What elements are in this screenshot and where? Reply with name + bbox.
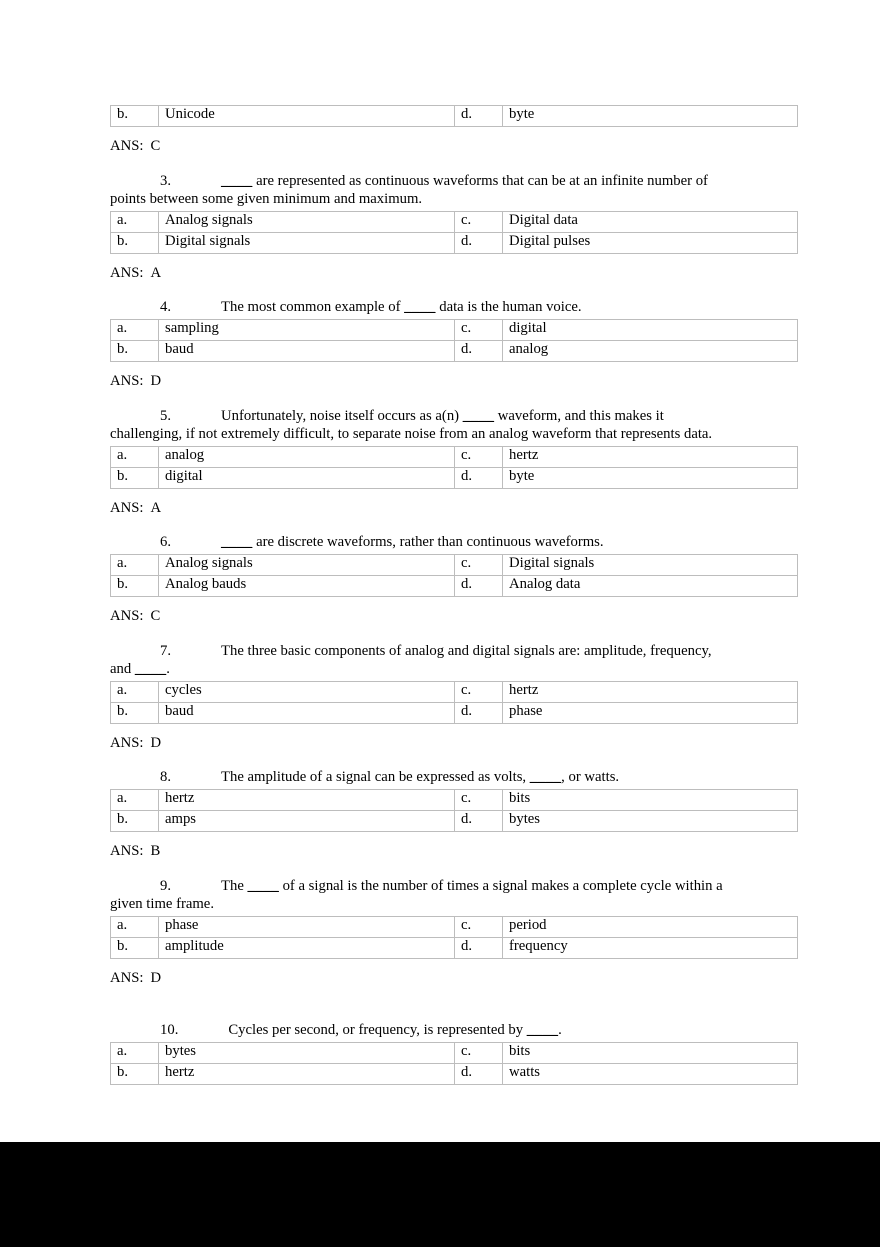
table-body (111, 106, 798, 127)
options-table (110, 554, 798, 597)
option-value: Digital data (503, 211, 798, 232)
question-block (110, 407, 771, 518)
option-value: bits (503, 789, 798, 810)
answer-line (110, 254, 771, 283)
question-text-post: are represented as continuous waveforms that can be at an infinite number of (252, 172, 708, 189)
option-value: Analog signals (159, 554, 455, 575)
table-row (111, 1063, 798, 1084)
question-text-line2: and ____. (110, 661, 170, 678)
answer-label: ANS: (110, 372, 144, 389)
option-value: period (503, 916, 798, 937)
option-key: a. (111, 916, 159, 937)
table-body (111, 1042, 798, 1084)
option-key: a. (111, 319, 159, 340)
option-key: b. (111, 467, 159, 488)
option-value: Analog bauds (159, 575, 455, 596)
table-row (111, 1042, 798, 1063)
question-text-pre: The most common example of (221, 299, 405, 316)
question-block (110, 172, 771, 283)
option-key: c. (455, 446, 503, 467)
question-number: 9. (160, 877, 172, 894)
question-text-pre: Cycles per second, or frequency, is represented by (228, 1022, 527, 1039)
option-key-b: b. (111, 106, 159, 127)
question-blank: ____ (134, 661, 167, 678)
option-key: c. (455, 319, 503, 340)
table-row (111, 681, 798, 702)
option-value: hertz (159, 789, 455, 810)
question-spacer (110, 861, 771, 877)
options-table-continued (110, 105, 798, 127)
option-key: a. (111, 211, 159, 232)
question-number: 4. (160, 299, 172, 316)
option-key: b. (111, 575, 159, 596)
question-text-post: . (558, 1022, 562, 1039)
option-key: c. (455, 554, 503, 575)
option-key: b. (111, 340, 159, 361)
question-number: 3. (160, 172, 172, 189)
question-text-pre: Unfortunately, noise itself occurs as a(n) (221, 407, 463, 424)
option-key: a. (111, 681, 159, 702)
option-value: analog (159, 446, 455, 467)
question-blank: ____ (404, 299, 436, 316)
question-spacer (110, 626, 771, 642)
options-table (110, 446, 798, 489)
question-text-line2: given time frame. (110, 896, 214, 913)
option-key: d. (455, 937, 503, 958)
option-value: hertz (503, 446, 798, 467)
question-spacer (110, 391, 771, 407)
option-key: d. (455, 702, 503, 723)
answer-label: ANS: (110, 607, 144, 624)
table-row (111, 319, 798, 340)
question-text-post: of a signal is the number of times a signal makes a complete cycle within a (278, 877, 723, 894)
answer-value: A (150, 499, 162, 516)
option-value: hertz (503, 681, 798, 702)
options-table (110, 1042, 798, 1085)
question-prompt (110, 642, 771, 679)
question-text-post: waveform, and this makes it (494, 407, 664, 424)
option-key: d. (455, 575, 503, 596)
table-row (111, 446, 798, 467)
option-key: b. (111, 810, 159, 831)
question-number: 5. (160, 407, 172, 424)
option-value-d: byte (503, 106, 798, 127)
options-table (110, 319, 798, 362)
table-row (111, 702, 798, 723)
option-key: b. (111, 1063, 159, 1084)
question-prompt (110, 533, 771, 552)
option-key: c. (455, 211, 503, 232)
table-row (111, 467, 798, 488)
question-text-line2: challenging, if not extremely difficult, to separate noise from an analog waveform that represents data. (110, 426, 713, 443)
option-key: b. (111, 937, 159, 958)
answer-value: B (150, 842, 161, 859)
question-prompt (110, 768, 771, 787)
question-spacer (110, 156, 771, 172)
option-key: c. (455, 789, 503, 810)
question-block (110, 768, 771, 860)
question-prompt (110, 1021, 771, 1040)
question-blank: ____ (529, 769, 562, 786)
table-row (111, 810, 798, 831)
option-value: phase (159, 916, 455, 937)
option-key: d. (455, 810, 503, 831)
question-text-pre: The three basic components of analog and digital signals are: amplitude, frequency, (221, 642, 712, 659)
question-spacer (110, 752, 771, 768)
option-value: analog (503, 340, 798, 361)
question-prompt (110, 407, 771, 444)
option-key: b. (111, 232, 159, 253)
option-value-b: Unicode (159, 106, 455, 127)
answer-line (110, 832, 771, 861)
answer-label: ANS: (110, 264, 144, 281)
answer-line (110, 489, 771, 518)
answer-value: D (150, 372, 162, 389)
question-text-post: , or watts. (561, 769, 620, 786)
option-key: d. (455, 1063, 503, 1084)
option-key: c. (455, 681, 503, 702)
options-table (110, 681, 798, 724)
options-table (110, 916, 798, 959)
option-value: Digital signals (159, 232, 455, 253)
table-row (111, 554, 798, 575)
option-key: c. (455, 1042, 503, 1063)
answer-value: A (150, 264, 162, 281)
option-value: Digital signals (503, 554, 798, 575)
table-row (111, 937, 798, 958)
question-blank: ____ (221, 534, 253, 551)
option-value: baud (159, 340, 455, 361)
answer-value: C (150, 138, 161, 154)
question-number: 6. (160, 534, 172, 551)
option-key: a. (111, 554, 159, 575)
table-row (111, 575, 798, 596)
question-number: 8. (160, 769, 172, 786)
option-key: a. (111, 789, 159, 810)
option-value: Analog signals (159, 211, 455, 232)
question-block (110, 642, 771, 753)
question-text-pre: The amplitude of a signal can be expressed as volts, (221, 769, 530, 786)
option-value: digital (159, 467, 455, 488)
question-spacer (110, 517, 771, 533)
question-block (110, 298, 771, 390)
answer-label: ANS: (110, 842, 144, 859)
question-prompt (110, 172, 771, 209)
table-body (111, 681, 798, 723)
option-key: a. (111, 446, 159, 467)
table-body (111, 211, 798, 253)
question-number: 7. (160, 642, 172, 659)
answer-line (110, 127, 771, 156)
answer-line (110, 959, 771, 988)
answer-line (110, 597, 771, 626)
option-value: sampling (159, 319, 455, 340)
option-key: d. (455, 232, 503, 253)
option-key: b. (111, 702, 159, 723)
question-blank: ____ (526, 1022, 559, 1039)
question-text-post: data is the human voice. (435, 299, 582, 316)
option-value: watts (503, 1063, 798, 1084)
question-text-pre: The (221, 877, 248, 894)
option-key-d: d. (455, 106, 503, 127)
table-body (111, 319, 798, 361)
option-value: bits (503, 1042, 798, 1063)
option-value: phase (503, 702, 798, 723)
answer-line (110, 724, 771, 753)
table-row (111, 211, 798, 232)
question-prompt (110, 298, 771, 317)
question-text-line2: points between some given minimum and maximum. (110, 191, 423, 208)
option-value: baud (159, 702, 455, 723)
options-table (110, 211, 798, 254)
answer-value: D (150, 734, 162, 751)
question-spacer (110, 987, 771, 1021)
question-list (110, 156, 771, 1085)
option-value: amps (159, 810, 455, 831)
answer-label: ANS: (110, 138, 144, 154)
option-value: Analog data (503, 575, 798, 596)
document-body (110, 103, 771, 1085)
question-block (110, 533, 771, 625)
question-block (110, 877, 771, 988)
question-blank: ____ (221, 172, 253, 189)
table-row (111, 789, 798, 810)
options-table (110, 789, 798, 832)
question-spacer (110, 282, 771, 298)
page-bottom-band (0, 1142, 880, 1247)
option-key: d. (455, 467, 503, 488)
option-key: c. (455, 916, 503, 937)
answer-line (110, 362, 771, 391)
answer-label: ANS: (110, 499, 144, 516)
option-key: a. (111, 1042, 159, 1063)
question-prompt (110, 877, 771, 914)
answer-value: C (150, 607, 161, 624)
option-value: bytes (159, 1042, 455, 1063)
option-value: hertz (159, 1063, 455, 1084)
option-value: bytes (503, 810, 798, 831)
option-value: Digital pulses (503, 232, 798, 253)
question-block (110, 1021, 771, 1085)
table-body (111, 916, 798, 958)
table-row (111, 232, 798, 253)
table-body (111, 789, 798, 831)
question-blank: ____ (247, 877, 279, 894)
table-row (111, 340, 798, 361)
table-body (111, 554, 798, 596)
answer-label: ANS: (110, 734, 144, 751)
question-text-post: are discrete waveforms, rather than continuous waveforms. (252, 534, 604, 551)
option-value: byte (503, 467, 798, 488)
table-row (111, 916, 798, 937)
question-number: 10. (160, 1022, 179, 1039)
answer-label: ANS: (110, 969, 144, 986)
table-row (111, 106, 798, 127)
table-body (111, 446, 798, 488)
question-blank: ____ (462, 407, 495, 424)
option-key: d. (455, 340, 503, 361)
option-value: frequency (503, 937, 798, 958)
option-value: digital (503, 319, 798, 340)
answer-value: D (150, 969, 162, 986)
option-value: amplitude (159, 937, 455, 958)
option-value: cycles (159, 681, 455, 702)
